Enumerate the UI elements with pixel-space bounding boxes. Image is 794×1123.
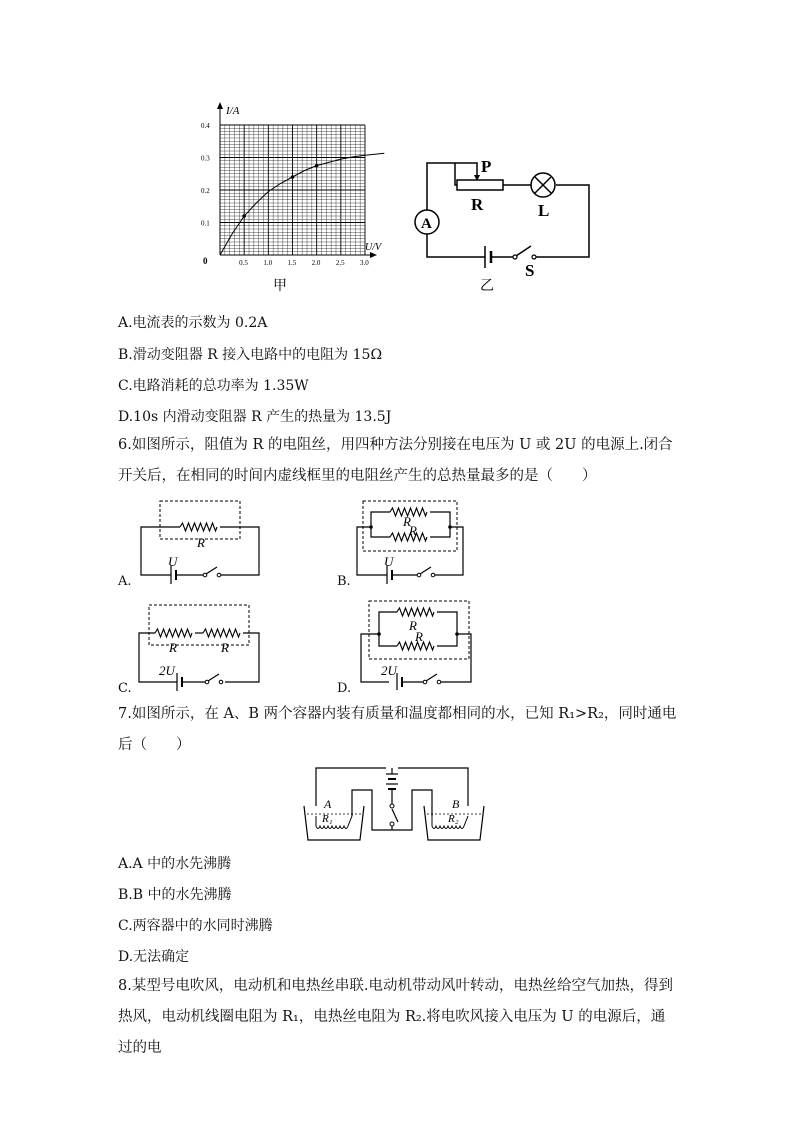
x-tick-label: 1.0: [263, 259, 273, 267]
voltage-label: 2U: [381, 663, 397, 678]
resistor-label: R: [197, 535, 205, 550]
circuit-wire: [379, 612, 397, 646]
resistor: [180, 523, 217, 531]
y-tick-label: 0.4: [201, 122, 210, 130]
resistor-label: R: [221, 640, 229, 655]
resistor-label: R: [415, 629, 423, 644]
container-a-label: A: [324, 797, 332, 811]
x-tick-label: 1.5: [287, 259, 297, 267]
q6-option-c-label: C.: [118, 681, 132, 696]
q6-option-b-label: B.: [337, 574, 351, 589]
resistor: [397, 608, 434, 616]
container-a: [304, 806, 364, 840]
dashed-box: [149, 605, 249, 645]
graph-caption: 甲: [273, 278, 287, 294]
rheostat-label: R: [471, 195, 484, 214]
data-point: [242, 214, 246, 218]
circuit-caption: 乙: [480, 278, 494, 294]
q6-stem: 6.如图所示，阻值为 R 的电阻丝，用四种方法分别接在电压为 U 或 2U 的电源上.闭合开关后，在相同的时间内虚线框里的电阻丝产生的总热量最多的是（ ）: [118, 437, 673, 484]
switch-contact: [437, 680, 441, 684]
voltage-label: U: [384, 554, 394, 569]
iu-graph: [195, 100, 385, 300]
circuit-wire: [357, 527, 387, 575]
switch-blade: [206, 567, 217, 574]
q6-circuit-d: [353, 598, 483, 690]
resistor: [203, 629, 240, 637]
slider-label: P: [481, 157, 492, 176]
y-axis-title: I/A: [226, 105, 240, 117]
x-tick-label: 2.0: [311, 259, 321, 267]
circuit-wire: [441, 634, 471, 682]
resistor-label: R: [169, 640, 177, 655]
switch-contact: [532, 255, 536, 259]
circuit-wire: [430, 512, 450, 537]
q6-circuit-c: [135, 602, 265, 692]
r2-label: R₂: [448, 813, 459, 825]
rheostat: [457, 180, 503, 190]
voltage-label: 2U: [159, 663, 175, 678]
data-point: [291, 175, 295, 179]
circuit-wire: [427, 163, 455, 210]
voltage-label: U: [168, 554, 178, 569]
switch-blade: [420, 567, 431, 574]
circuit-wire: [427, 234, 485, 257]
y-tick-label: 0.1: [201, 219, 210, 228]
ammeter-label: A: [421, 216, 432, 232]
resistor-label: R: [409, 523, 417, 538]
q7-water-containers-diagram: [300, 760, 490, 845]
switch-blade: [426, 674, 437, 681]
resistor-label: R: [409, 618, 417, 633]
q6-circuit-a: [135, 495, 265, 585]
switch-contact: [219, 680, 223, 684]
y-tick-label: 0.2: [201, 187, 210, 195]
resistor: [155, 629, 192, 637]
x-axis-title: U/V: [365, 242, 382, 253]
dashed-box: [160, 501, 240, 539]
q7-option-b: B.B 中的水先沸腾: [118, 887, 232, 903]
switch-blade: [392, 809, 398, 822]
x-tick-label: 2.5: [335, 259, 345, 267]
x-tick-label: 3.0: [360, 259, 369, 267]
switch-contact: [390, 822, 394, 826]
q7-option-d: D.无法确定: [118, 949, 190, 965]
data-point: [315, 164, 319, 168]
q5-option-b: B.滑动变阻器 R 接入电路中的电阻为 15Ω: [118, 347, 383, 363]
q5-option-c: C.电路消耗的总功率为 1.35W: [118, 378, 309, 394]
switch-contact: [390, 804, 394, 808]
lamp-label: L: [538, 201, 550, 220]
junction: [377, 632, 381, 636]
circuit-diagram-b: [405, 150, 605, 295]
y-axis-arrow: [217, 102, 223, 109]
q6-option-d-label: D.: [337, 681, 352, 696]
q7-option-c: C.两容器中的水同时沸腾: [118, 918, 273, 934]
x-tick-label: 0.5: [239, 259, 248, 267]
circuit-wire: [220, 527, 259, 575]
circuit-wire: [225, 633, 259, 682]
graph-grid: [220, 125, 365, 255]
q5-option-a: A.电流表的示数为 0.2A: [118, 315, 268, 331]
circuit-wire: [437, 612, 457, 646]
q6-option-a-label: A.: [118, 574, 132, 589]
switch-contact: [431, 573, 435, 577]
junction: [369, 525, 373, 529]
switch-blade: [516, 246, 531, 256]
q7-stem: 7.如图所示，在 A、B 两个容器内装有质量和温度都相同的水，已知 R₁>R₂，同时通电后（ ）: [118, 706, 677, 753]
q7-option-a: A.A 中的水先沸腾: [118, 856, 232, 872]
switch-label: S: [525, 261, 535, 280]
switch-blade: [208, 674, 219, 681]
circuit-wire: [371, 512, 390, 537]
resistor-label: R: [403, 514, 411, 529]
origin-label: 0: [203, 256, 208, 266]
switch-contact: [217, 573, 221, 577]
r1-label: R₁: [322, 813, 333, 825]
q8-stem: 8.某型号电吹风，电动机和电热丝串联.电动机带动风叶转动，电热丝给空气加热，得到热风，电动机线圈电阻为 R₁，电热丝电阻为 R₂.将电吹风接入电压为 U 的电源后，通过的电: [118, 978, 673, 1056]
slider-arrow: [455, 163, 477, 178]
y-tick-label: 0.3: [201, 154, 210, 163]
container-b-label: B: [452, 797, 460, 811]
q6-circuit-b: [353, 495, 473, 585]
q5-option-d: D.10s 内滑动变阻器 R 产生的热量为 13.5J: [118, 409, 392, 425]
